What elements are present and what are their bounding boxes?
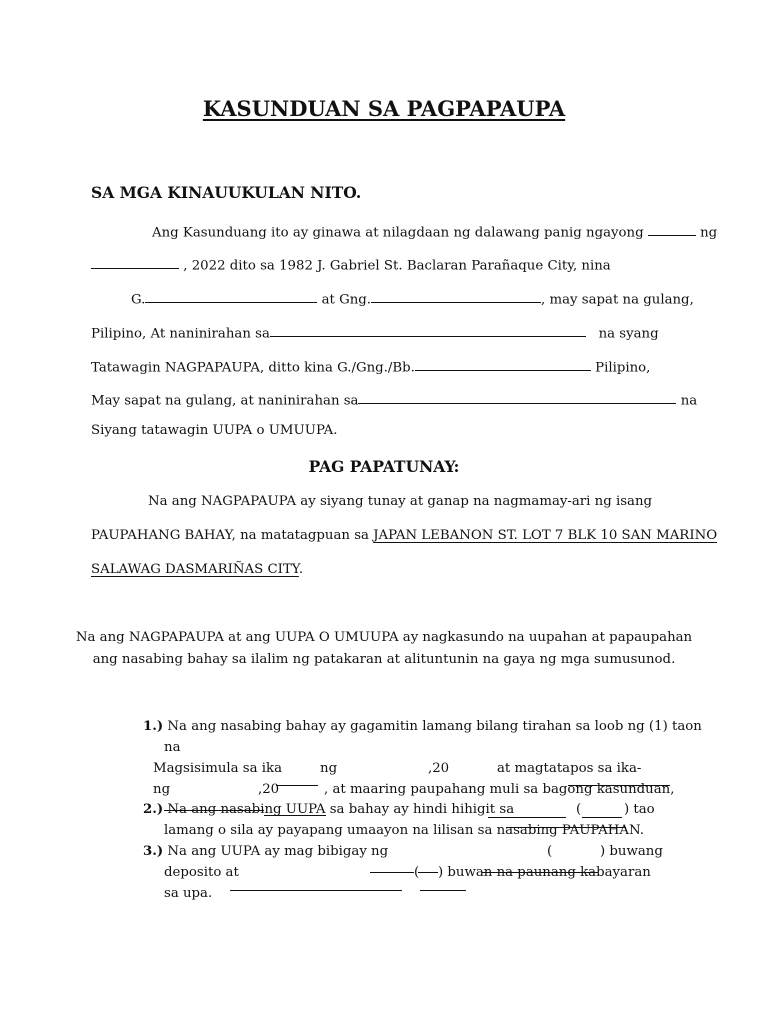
intro-line-1 — [152, 222, 717, 240]
lessor-mrs-name-blank — [371, 289, 541, 303]
item-number: 2.) — [143, 802, 164, 817]
list-item-1-start-ng: ng — [320, 761, 338, 776]
list-item-1-line-2: na — [164, 740, 181, 755]
intro-text: May sapat na gulang, at naninirahan sa — [91, 393, 359, 409]
intro-line-2 — [91, 255, 611, 273]
date-day-blank — [648, 222, 696, 236]
agreement-line-1: Na ang NAGPAPAUPA at ang UUPA O UMUUPA ay nagkasundo na uupahan at papaupahan — [75, 630, 693, 645]
list-item-1-end-ng: ng — [153, 782, 171, 797]
list-item-1-start-year: ,20 — [428, 761, 450, 776]
intro-text: ng — [700, 225, 718, 241]
property-address: JAPAN LEBANON ST. LOT 7 BLK 10 SAN MARINO — [373, 528, 718, 543]
list-item-1-renew: , at maaring paupahang muli sa bagong kasunduan, — [324, 782, 675, 797]
stray-rule — [370, 872, 414, 873]
stray-rule — [164, 810, 264, 811]
intro-text: Ang Kasunduang ito ay ginawa at nilagdaan ng dalawang panig ngayong — [152, 225, 644, 241]
blank-line — [420, 890, 466, 891]
stray-rule — [506, 827, 626, 828]
lessee-name-blank — [415, 357, 591, 371]
intro-text: Tatawagin NAGPAPAUPA, ditto kina G./Gng./Bb. — [91, 360, 415, 376]
intro-text: , 2022 dito sa 1982 J. Gabriel St. Baclaran Parañaque City, nina — [183, 258, 611, 274]
list-item-3-paren-open: ( — [547, 844, 553, 859]
property-city: SALAWAG DASMARIÑAS CITY — [91, 562, 299, 577]
pag-papatunay-heading: PAG PAPATUNAY: — [308, 457, 460, 476]
blank-line — [582, 817, 622, 818]
list-item-1-end-year: ,20 — [258, 782, 280, 797]
intro-text: na syang — [598, 326, 659, 342]
lessee-address-blank — [358, 390, 676, 404]
list-item-3-line-3: sa upa. — [164, 886, 213, 901]
item-number: 1.) — [143, 719, 164, 734]
intro-text: Pilipino, At naninirahan sa — [91, 326, 270, 342]
blank-line — [568, 785, 670, 786]
pag-text: . — [298, 562, 304, 577]
stray-rule — [418, 872, 438, 873]
item-number: 3.) — [143, 844, 164, 859]
intro-text: Pilipino, — [595, 360, 651, 376]
list-item-1-start: Magsisimula sa ika — [153, 761, 283, 776]
intro-line-3 — [131, 289, 694, 307]
item-text: Na ang nasabing UUPA sa bahay ay hindi hihigit sa — [167, 802, 515, 817]
pag-line-2 — [91, 529, 717, 542]
stray-rule — [264, 815, 326, 816]
blank-line — [488, 817, 566, 818]
document-title: KASUNDUAN SA PAGPAPAUPA — [202, 96, 566, 121]
intro-line-6 — [91, 390, 697, 408]
stray-rule — [482, 872, 598, 873]
item-text: Na ang nasabing bahay ay gagamitin lamang bilang tirahan sa loob ng (1) taon — [167, 719, 702, 734]
lessor-address-blank — [270, 323, 586, 337]
salutation: SA MGA KINAUUKULAN NITO. — [91, 183, 362, 202]
list-item-3-paren-close: ) buwang — [600, 844, 663, 859]
pag-line-3 — [91, 563, 303, 576]
list-item-2-line-2: lamang o sila ay payapang umaayon na lilisan sa nasabing PAUPAHAN. — [164, 823, 644, 838]
intro-line-4 — [91, 323, 659, 341]
pag-text: PAUPAHANG BAHAY, na matatagpuan sa — [91, 528, 374, 543]
date-month-blank — [91, 255, 179, 269]
list-item-3 — [143, 845, 388, 858]
blank-line — [230, 890, 402, 891]
item-text: Na ang UUPA ay mag bibigay ng — [167, 844, 389, 859]
list-item-3-paren2-open: ( — [414, 865, 420, 880]
intro-text: , may sapat na gulang, — [541, 292, 694, 308]
list-item-3-advance: ) buwan na paunang kabayaran — [438, 865, 651, 880]
blank-line — [276, 785, 318, 786]
lessor-mr-name-blank — [145, 289, 317, 303]
pag-line-1: Na ang NAGPAPAUPA ay siyang tunay at ganap na nagmamay-ari ng isang — [148, 494, 653, 509]
list-item-2-paren-close: ) tao — [624, 802, 655, 817]
agreement-line-2: ang nasabing bahay sa ilalim ng patakaran at alituntunin na gaya ng mga sumusunod. — [92, 652, 676, 667]
intro-text: na — [680, 393, 698, 409]
list-item-1 — [143, 720, 702, 733]
list-item-3-deposit: deposito at — [164, 865, 239, 880]
intro-text: G. — [131, 292, 146, 308]
intro-line-7: Siyang tatawagin UUPA o UMUUPA. — [91, 423, 338, 438]
list-item-2-paren-open: ( — [576, 802, 582, 817]
list-item-1-end: at magtatapos sa ika- — [497, 761, 642, 776]
intro-text: at Gng. — [321, 292, 372, 308]
intro-line-5 — [91, 357, 650, 375]
